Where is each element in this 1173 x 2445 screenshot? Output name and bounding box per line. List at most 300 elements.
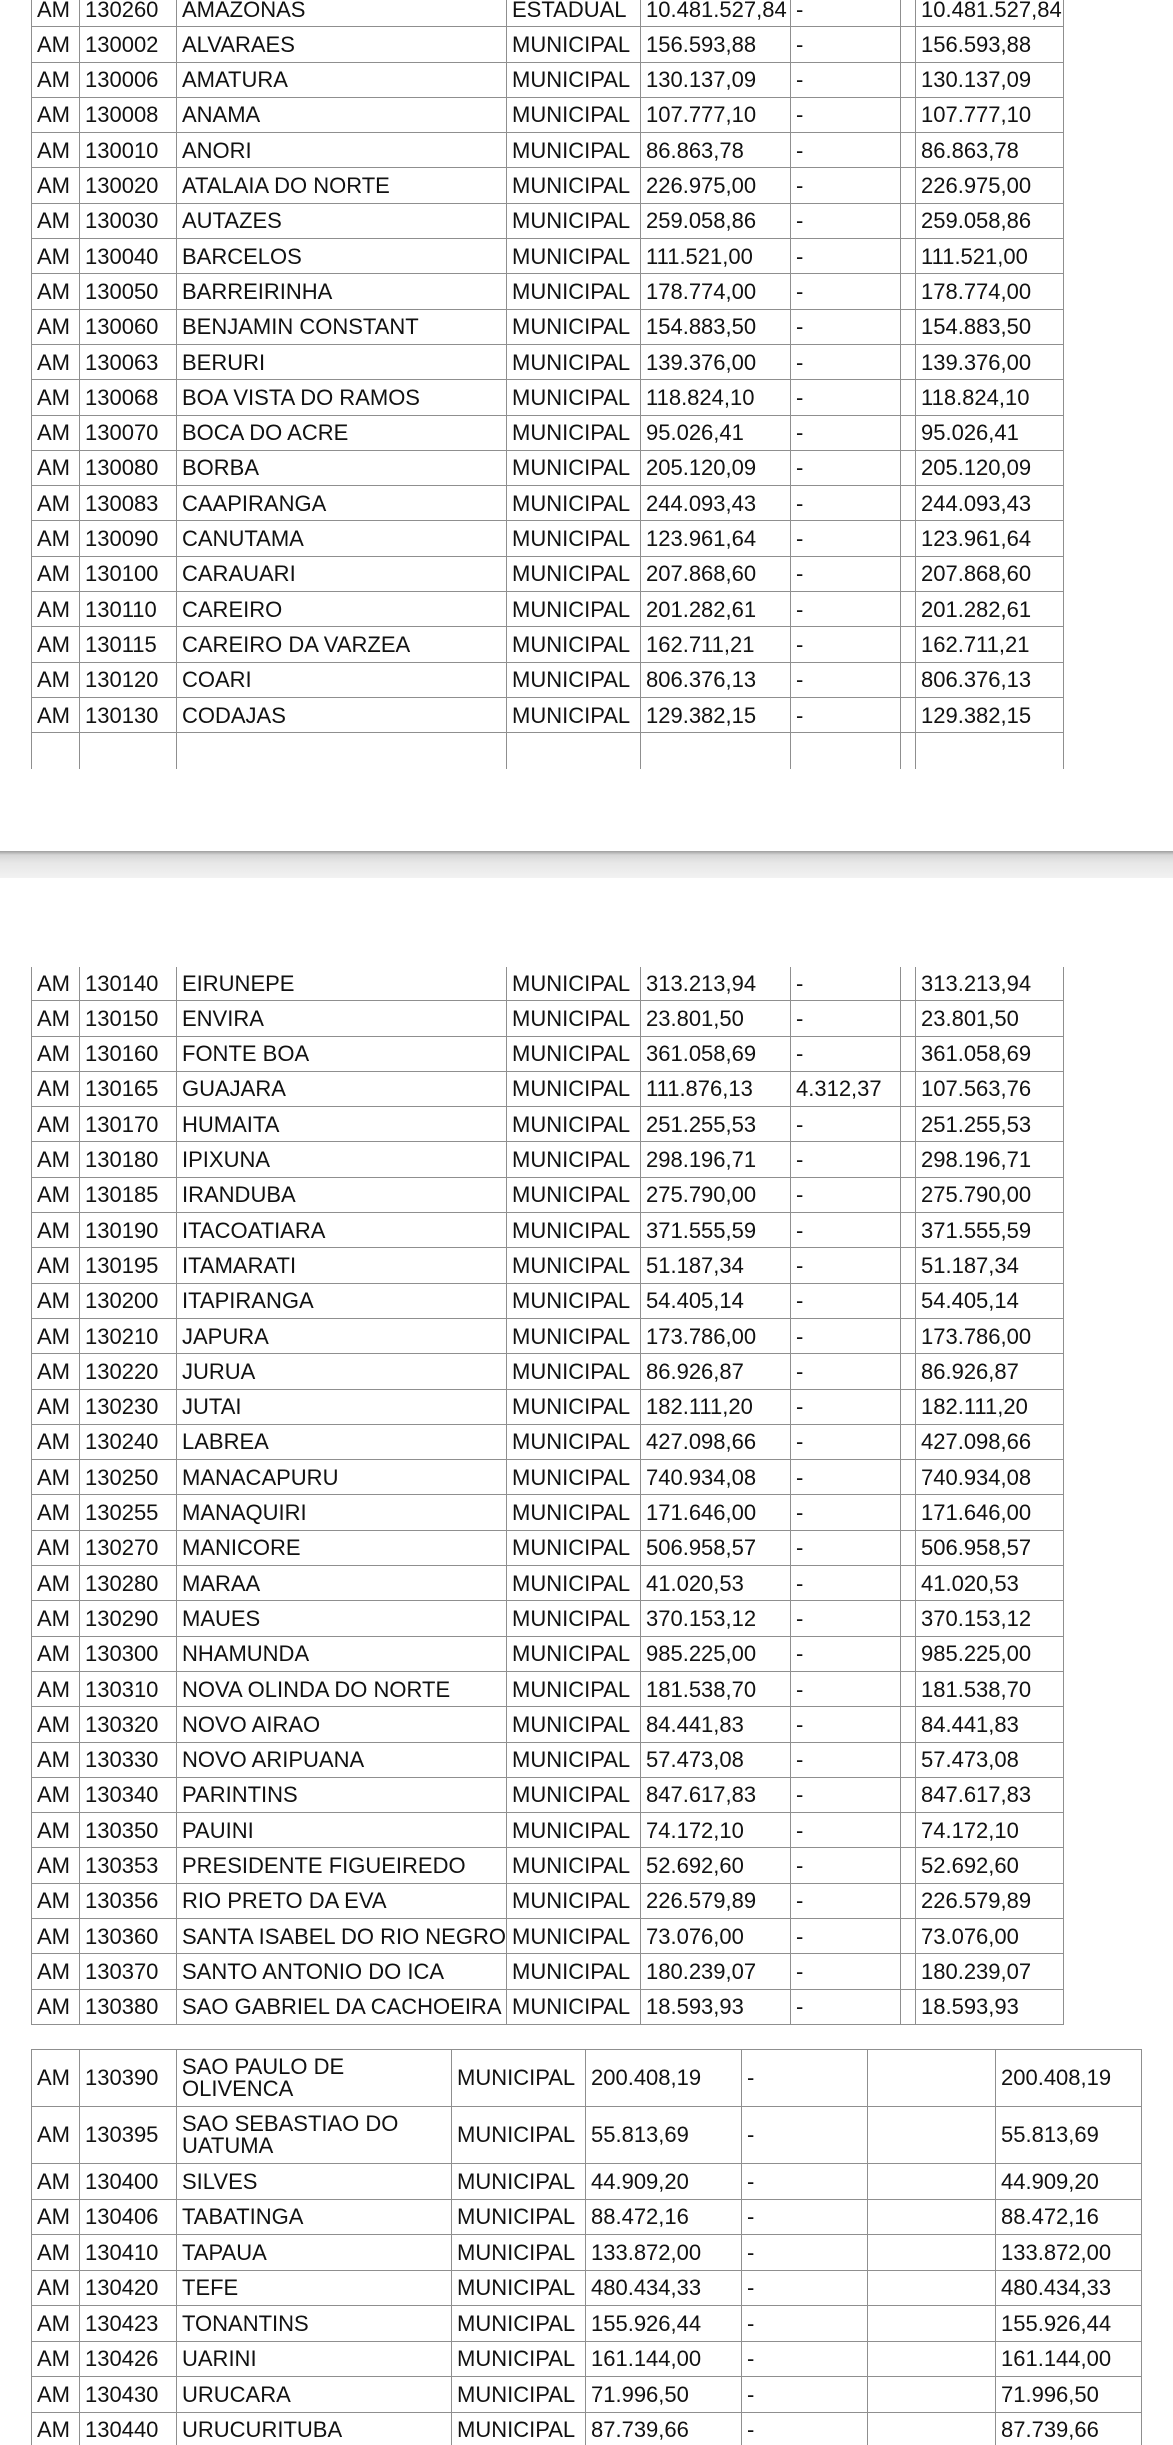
cell-municipality: LABREA — [177, 1424, 507, 1459]
cell-blank — [868, 2199, 996, 2235]
cell-sphere: MUNICIPAL — [452, 2199, 586, 2235]
cell-uf: AM — [32, 2412, 80, 2445]
cell-amount: 74.172,10 — [641, 1813, 791, 1848]
cell-code: 130420 — [80, 2270, 177, 2306]
cell-amount: 54.405,14 — [641, 1283, 791, 1318]
cell-net: 86.863,78 — [916, 133, 1064, 168]
cell-blank — [901, 0, 916, 27]
cell-blank — [901, 521, 916, 556]
cell-deduction: - — [791, 309, 901, 344]
cell-municipality: TAPAUA — [177, 2235, 452, 2271]
table-row — [32, 627, 1064, 662]
cell-amount: 506.958,57 — [641, 1530, 791, 1565]
cell-net: 44.909,20 — [996, 2164, 1142, 2200]
cell-sphere: MUNICIPAL — [507, 344, 641, 379]
cell-deduction: - — [791, 662, 901, 697]
cell-amount: 133.872,00 — [586, 2235, 742, 2271]
cell-code: 130130 — [80, 697, 177, 732]
table-section-3 — [0, 2049, 1173, 2445]
cell-net: 73.076,00 — [916, 1919, 1064, 1954]
cell-amount: 57.473,08 — [641, 1742, 791, 1777]
cell-sphere: MUNICIPAL — [507, 1919, 641, 1954]
cell-blank — [901, 380, 916, 415]
cell-code: 130170 — [80, 1107, 177, 1142]
cell-net: 154.883,50 — [916, 309, 1064, 344]
table-row — [32, 2199, 1142, 2235]
cell-uf: AM — [32, 1601, 80, 1636]
cell-net: 182.111,20 — [916, 1389, 1064, 1424]
cell-municipality: AUTAZES — [177, 203, 507, 238]
cell-empty — [177, 733, 507, 769]
table-row — [32, 1318, 1064, 1353]
table-row — [32, 1989, 1064, 2024]
cell-uf: AM — [32, 1036, 80, 1071]
cell-blank — [901, 1213, 916, 1248]
cell-amount: 87.739,66 — [586, 2412, 742, 2445]
table-row — [32, 97, 1064, 132]
cell-deduction: - — [791, 1213, 901, 1248]
cell-sphere: MUNICIPAL — [507, 203, 641, 238]
cell-sphere: MUNICIPAL — [507, 1177, 641, 1212]
cell-net: 201.282,61 — [916, 592, 1064, 627]
cell-code: 130350 — [80, 1813, 177, 1848]
cell-municipality: TABATINGA — [177, 2199, 452, 2235]
cell-blank — [901, 556, 916, 591]
cell-amount: 55.813,69 — [586, 2107, 742, 2164]
cell-sphere: MUNICIPAL — [452, 2270, 586, 2306]
cell-code: 130090 — [80, 521, 177, 556]
table-row — [32, 1424, 1064, 1459]
cell-blank — [901, 1283, 916, 1318]
cell-deduction: - — [791, 1742, 901, 1777]
cell-blank — [901, 1671, 916, 1706]
page-separator — [0, 851, 1173, 878]
cell-municipality: SAO GABRIEL DA CACHOEIRA — [177, 1989, 507, 2024]
cell-blank — [901, 1071, 916, 1106]
cell-sphere: MUNICIPAL — [507, 1813, 641, 1848]
cell-sphere: MUNICIPAL — [507, 274, 641, 309]
cell-sphere: MUNICIPAL — [452, 2235, 586, 2271]
cell-municipality: ALVARAES — [177, 27, 507, 62]
table-row — [32, 415, 1064, 450]
table-row — [32, 1919, 1064, 1954]
table-row — [32, 1071, 1064, 1106]
cell-uf: AM — [32, 2306, 80, 2342]
cell-uf: AM — [32, 2107, 80, 2164]
cell-municipality: COARI — [177, 662, 507, 697]
cell-amount: 71.996,50 — [586, 2377, 742, 2413]
cell-uf: AM — [32, 1495, 80, 1530]
cell-deduction: - — [791, 1424, 901, 1459]
cell-deduction: - — [791, 1283, 901, 1318]
cell-blank — [901, 486, 916, 521]
cell-municipality: PAUINI — [177, 1813, 507, 1848]
cell-code: 130185 — [80, 1177, 177, 1212]
cell-blank — [901, 309, 916, 344]
cell-uf: AM — [32, 662, 80, 697]
cell-net: 740.934,08 — [916, 1460, 1064, 1495]
cell-code: 130380 — [80, 1989, 177, 2024]
cell-blank — [901, 1601, 916, 1636]
cell-net: 10.481.527,84 — [916, 0, 1064, 27]
cell-municipality: SILVES — [177, 2164, 452, 2200]
cell-sphere: MUNICIPAL — [507, 1071, 641, 1106]
cell-uf: AM — [32, 2164, 80, 2200]
cell-deduction: - — [791, 1248, 901, 1283]
cell-deduction: - — [791, 1954, 901, 1989]
table-row — [32, 2270, 1142, 2306]
cell-sphere: MUNICIPAL — [507, 309, 641, 344]
cell-code: 130240 — [80, 1424, 177, 1459]
cell-code: 130330 — [80, 1742, 177, 1777]
cell-municipality: PARINTINS — [177, 1777, 507, 1812]
cell-sphere: MUNICIPAL — [452, 2107, 586, 2164]
cell-amount: 156.593,88 — [641, 27, 791, 62]
table-row — [32, 1813, 1064, 1848]
cell-uf: AM — [32, 1671, 80, 1706]
cell-sphere: MUNICIPAL — [507, 1107, 641, 1142]
cell-sphere: MUNICIPAL — [507, 1036, 641, 1071]
cell-blank — [901, 1142, 916, 1177]
cell-deduction: - — [791, 168, 901, 203]
cell-code: 130390 — [80, 2050, 177, 2107]
cell-amount: 847.617,83 — [641, 1777, 791, 1812]
cell-uf: AM — [32, 239, 80, 274]
cell-uf: AM — [32, 1248, 80, 1283]
cell-municipality: PRESIDENTE FIGUEIREDO — [177, 1848, 507, 1883]
cell-municipality: NOVO AIRAO — [177, 1707, 507, 1742]
cell-uf: AM — [32, 1318, 80, 1353]
table-section-2 — [0, 967, 1173, 2027]
cell-sphere: MUNICIPAL — [507, 1566, 641, 1601]
table-row — [32, 1248, 1064, 1283]
cell-amount: 427.098,66 — [641, 1424, 791, 1459]
cell-amount: 480.434,33 — [586, 2270, 742, 2306]
cell-net: 200.408,19 — [996, 2050, 1142, 2107]
cell-net: 506.958,57 — [916, 1530, 1064, 1565]
table-row — [32, 1883, 1064, 1918]
cell-municipality: ENVIRA — [177, 1001, 507, 1036]
table-row — [32, 133, 1064, 168]
cell-blank — [901, 1107, 916, 1142]
cell-sphere: MUNICIPAL — [507, 627, 641, 662]
cell-uf: AM — [32, 309, 80, 344]
cell-deduction: - — [791, 274, 901, 309]
cell-net: 180.239,07 — [916, 1954, 1064, 1989]
cell-deduction: - — [791, 521, 901, 556]
cell-empty — [507, 733, 641, 769]
table-row — [32, 2050, 1142, 2107]
cell-blank — [901, 1460, 916, 1495]
cell-deduction: - — [791, 1883, 901, 1918]
cell-amount: 51.187,34 — [641, 1248, 791, 1283]
cell-deduction: - — [791, 239, 901, 274]
cell-blank — [901, 1883, 916, 1918]
table-row — [32, 2377, 1142, 2413]
cell-municipality: JAPURA — [177, 1318, 507, 1353]
cell-net: 847.617,83 — [916, 1777, 1064, 1812]
cell-amount: 23.801,50 — [641, 1001, 791, 1036]
cell-sphere: MUNICIPAL — [507, 450, 641, 485]
cell-uf: AM — [32, 1707, 80, 1742]
cell-net: 118.824,10 — [916, 380, 1064, 415]
cell-deduction: - — [791, 1107, 901, 1142]
cell-uf: AM — [32, 1424, 80, 1459]
cell-sphere: MUNICIPAL — [452, 2164, 586, 2200]
cell-amount: 154.883,50 — [641, 309, 791, 344]
cell-amount: 180.239,07 — [641, 1954, 791, 1989]
cell-uf: AM — [32, 1071, 80, 1106]
cell-municipality: ATALAIA DO NORTE — [177, 168, 507, 203]
cell-municipality: JUTAI — [177, 1389, 507, 1424]
cell-blank — [901, 1707, 916, 1742]
cell-municipality: SANTA ISABEL DO RIO NEGRO — [177, 1919, 507, 1954]
cell-amount: 740.934,08 — [641, 1460, 791, 1495]
table-row — [32, 556, 1064, 591]
cell-net: 251.255,53 — [916, 1107, 1064, 1142]
cell-uf: AM — [32, 344, 80, 379]
cell-amount: 361.058,69 — [641, 1036, 791, 1071]
cell-code: 130115 — [80, 627, 177, 662]
cell-uf: AM — [32, 1283, 80, 1318]
cell-uf: AM — [32, 2270, 80, 2306]
cell-municipality: ANAMA — [177, 97, 507, 132]
cell-code: 130010 — [80, 133, 177, 168]
cell-blank — [901, 239, 916, 274]
table-row — [32, 2341, 1142, 2377]
cell-net: 161.144,00 — [996, 2341, 1142, 2377]
cell-blank — [901, 1848, 916, 1883]
cell-net: 207.868,60 — [916, 556, 1064, 591]
cell-sphere: MUNICIPAL — [507, 1495, 641, 1530]
cell-code: 130370 — [80, 1954, 177, 1989]
cell-sphere: MUNICIPAL — [507, 486, 641, 521]
cell-deduction: - — [791, 1354, 901, 1389]
cell-amount: 244.093,43 — [641, 486, 791, 521]
table-row — [32, 1742, 1064, 1777]
cell-code: 130120 — [80, 662, 177, 697]
cell-municipality: ITAMARATI — [177, 1248, 507, 1283]
cell-uf: AM — [32, 2199, 80, 2235]
cell-blank — [901, 1989, 916, 2024]
cell-sphere: MUNICIPAL — [507, 1001, 641, 1036]
cell-sphere: MUNICIPAL — [507, 97, 641, 132]
cell-empty — [641, 733, 791, 769]
cell-municipality: IRANDUBA — [177, 1177, 507, 1212]
cell-deduction: - — [791, 203, 901, 238]
cell-sphere: MUNICIPAL — [507, 1883, 641, 1918]
cell-sphere: MUNICIPAL — [452, 2306, 586, 2342]
cell-sphere: MUNICIPAL — [507, 662, 641, 697]
cell-blank — [901, 1424, 916, 1459]
cell-uf: AM — [32, 1636, 80, 1671]
cell-uf: AM — [32, 0, 80, 27]
cell-deduction: - — [742, 2199, 868, 2235]
cell-municipality: BORBA — [177, 450, 507, 485]
cell-sphere: MUNICIPAL — [507, 967, 641, 1001]
cell-municipality: HUMAITA — [177, 1107, 507, 1142]
table-1 — [31, 0, 1064, 769]
cell-net: 156.593,88 — [916, 27, 1064, 62]
cell-municipality: MANICORE — [177, 1530, 507, 1565]
cell-uf: AM — [32, 2235, 80, 2271]
cell-deduction: - — [791, 486, 901, 521]
cell-deduction: - — [791, 1036, 901, 1071]
table-row — [32, 2107, 1142, 2164]
cell-municipality: SANTO ANTONIO DO ICA — [177, 1954, 507, 1989]
cell-uf: AM — [32, 697, 80, 732]
cell-municipality: FONTE BOA — [177, 1036, 507, 1071]
cell-deduction: - — [742, 2341, 868, 2377]
cell-net: 371.555,59 — [916, 1213, 1064, 1248]
table-row — [32, 1848, 1064, 1883]
cell-sphere: ESTADUAL — [507, 0, 641, 27]
cell-sphere: MUNICIPAL — [507, 1424, 641, 1459]
table-row — [32, 203, 1064, 238]
cell-code: 130280 — [80, 1566, 177, 1601]
cell-sphere: MUNICIPAL — [507, 27, 641, 62]
cell-blank — [901, 1354, 916, 1389]
cell-code: 130210 — [80, 1318, 177, 1353]
cell-amount: 251.255,53 — [641, 1107, 791, 1142]
cell-amount: 259.058,86 — [641, 203, 791, 238]
cell-deduction: - — [791, 1318, 901, 1353]
table-row — [32, 1389, 1064, 1424]
cell-deduction: - — [791, 97, 901, 132]
cell-deduction: - — [791, 1813, 901, 1848]
cell-deduction: - — [742, 2377, 868, 2413]
cell-amount: 275.790,00 — [641, 1177, 791, 1212]
cell-deduction: - — [791, 1919, 901, 1954]
cell-net: 54.405,14 — [916, 1283, 1064, 1318]
cell-blank — [901, 1813, 916, 1848]
cell-net: 107.563,76 — [916, 1071, 1064, 1106]
table-row — [32, 1601, 1064, 1636]
cell-code: 130310 — [80, 1671, 177, 1706]
cell-deduction: - — [791, 1142, 901, 1177]
cell-blank — [901, 1919, 916, 1954]
table-row — [32, 344, 1064, 379]
cell-municipality: URUCURITUBA — [177, 2412, 452, 2445]
cell-sphere: MUNICIPAL — [507, 521, 641, 556]
table-row — [32, 0, 1064, 27]
cell-deduction: - — [791, 344, 901, 379]
cell-deduction: - — [791, 627, 901, 662]
cell-uf: AM — [32, 1460, 80, 1495]
cell-blank — [901, 1036, 916, 1071]
cell-amount: 10.481.527,84 — [641, 0, 791, 27]
cell-uf: AM — [32, 2050, 80, 2107]
table-row — [32, 1707, 1064, 1742]
cell-uf: AM — [32, 967, 80, 1001]
cell-municipality: CODAJAS — [177, 697, 507, 732]
cell-sphere: MUNICIPAL — [507, 1671, 641, 1706]
cell-municipality: BOA VISTA DO RAMOS — [177, 380, 507, 415]
cell-uf: AM — [32, 2341, 80, 2377]
cell-deduction: - — [742, 2164, 868, 2200]
cell-sphere: MUNICIPAL — [507, 1989, 641, 2024]
cell-code: 130255 — [80, 1495, 177, 1530]
cell-amount: 313.213,94 — [641, 967, 791, 1001]
cell-deduction: - — [791, 1001, 901, 1036]
cell-uf: AM — [32, 1354, 80, 1389]
cell-net: 171.646,00 — [916, 1495, 1064, 1530]
cell-sphere: MUNICIPAL — [507, 1530, 641, 1565]
cell-uf: AM — [32, 380, 80, 415]
cell-net: 985.225,00 — [916, 1636, 1064, 1671]
cell-blank — [901, 1495, 916, 1530]
table-row-empty — [32, 733, 1064, 769]
table-row — [32, 1001, 1064, 1036]
cell-net: 427.098,66 — [916, 1424, 1064, 1459]
table-row — [32, 1460, 1064, 1495]
cell-municipality: BARCELOS — [177, 239, 507, 274]
cell-blank — [901, 1954, 916, 1989]
cell-deduction: - — [791, 1495, 901, 1530]
table-row — [32, 1107, 1064, 1142]
cell-blank — [901, 203, 916, 238]
cell-amount: 200.408,19 — [586, 2050, 742, 2107]
cell-deduction: - — [791, 697, 901, 732]
table-row — [32, 662, 1064, 697]
cell-net: 88.472,16 — [996, 2199, 1142, 2235]
cell-municipality: MANACAPURU — [177, 1460, 507, 1495]
cell-uf: AM — [32, 1742, 80, 1777]
cell-code: 130070 — [80, 415, 177, 450]
cell-deduction: - — [791, 27, 901, 62]
cell-sphere: MUNICIPAL — [507, 1389, 641, 1424]
cell-municipality: TONANTINS — [177, 2306, 452, 2342]
cell-municipality: UARINI — [177, 2341, 452, 2377]
table-row — [32, 1954, 1064, 1989]
table-3 — [31, 2049, 1142, 2445]
cell-blank — [901, 415, 916, 450]
cell-uf: AM — [32, 97, 80, 132]
cell-deduction: - — [791, 967, 901, 1001]
cell-blank — [901, 27, 916, 62]
cell-amount: 298.196,71 — [641, 1142, 791, 1177]
table-row — [32, 168, 1064, 203]
table-row — [32, 1142, 1064, 1177]
table-row — [32, 1036, 1064, 1071]
cell-code: 130290 — [80, 1601, 177, 1636]
cell-sphere: MUNICIPAL — [507, 697, 641, 732]
cell-empty — [791, 733, 901, 769]
cell-empty — [901, 733, 916, 769]
cell-deduction: - — [791, 1530, 901, 1565]
cell-sphere: MUNICIPAL — [507, 1354, 641, 1389]
cell-amount: 201.282,61 — [641, 592, 791, 627]
cell-blank — [868, 2107, 996, 2164]
cell-municipality: ITAPIRANGA — [177, 1283, 507, 1318]
cell-amount: 155.926,44 — [586, 2306, 742, 2342]
cell-deduction: - — [791, 450, 901, 485]
cell-blank — [901, 662, 916, 697]
cell-amount: 129.382,15 — [641, 697, 791, 732]
cell-code: 130060 — [80, 309, 177, 344]
cell-deduction: - — [742, 2412, 868, 2445]
cell-municipality: TEFE — [177, 2270, 452, 2306]
cell-net: 52.692,60 — [916, 1848, 1064, 1883]
cell-code: 130423 — [80, 2306, 177, 2342]
table-row — [32, 27, 1064, 62]
cell-municipality: CAAPIRANGA — [177, 486, 507, 521]
table-row — [32, 2235, 1142, 2271]
cell-net: 370.153,12 — [916, 1601, 1064, 1636]
table-row — [32, 274, 1064, 309]
cell-amount: 41.020,53 — [641, 1566, 791, 1601]
cell-amount: 84.441,83 — [641, 1707, 791, 1742]
